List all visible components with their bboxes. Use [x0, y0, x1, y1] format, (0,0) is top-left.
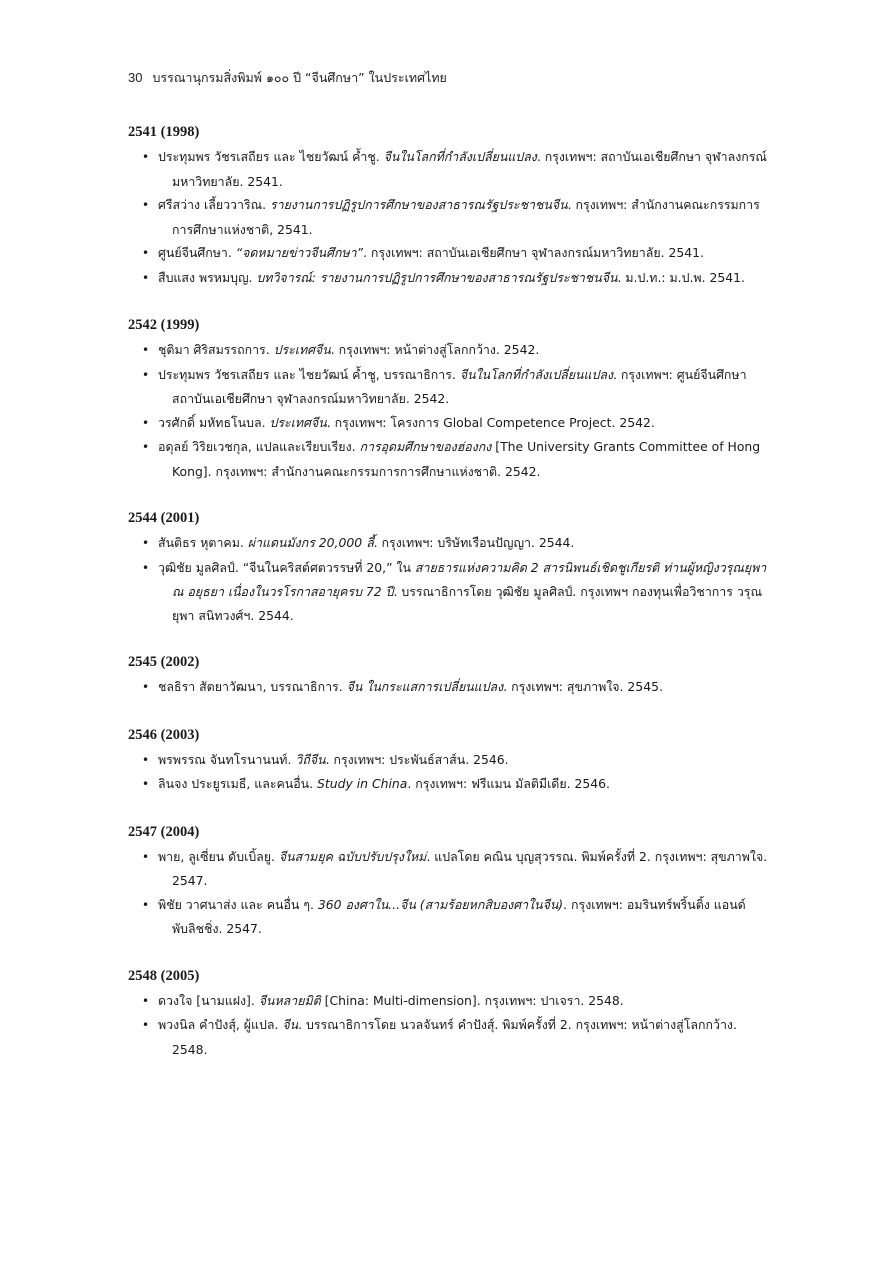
- entry-title: 360 องศาใน...จีน (สามร้อยหกสิบองศาในจีน): [317, 896, 564, 912]
- year-section: [128, 124, 768, 290]
- entry-text: วุฒิชัย มูลศิลป์. “จีนในคริสต์ศตวรรษที่ 20,” ใน: [158, 559, 415, 575]
- entry-text: . กรุงเทพฯ: สถาบันเอเชียศึกษา จุฬาลงกรณ์มหาวิทยาลัย. 2541.: [363, 245, 704, 260]
- year-section: [128, 727, 768, 797]
- entry-text: . กรุงเทพฯ: ฟรีแมน มัลติมีเดีย. 2546.: [407, 776, 610, 791]
- entry-title: จีนในโลกที่กำลังเปลี่ยนแปลง: [383, 149, 537, 164]
- year-section: [128, 654, 768, 700]
- entry-text: . บรรณาธิการโดย วุฒิชัย มูลศิลป์. กรุงเทพฯ กองทุนเพื่อวิชาการ วรุณยุพา สนิทวงศ์ฯ. 2544.: [172, 584, 762, 623]
- entry-title: จีนสามยุค ฉบับปรับปรุงใหม่: [278, 848, 427, 864]
- entry-text: อดุลย์ วิริยเวชกุล, แปลและเรียบเรียง.: [158, 439, 360, 454]
- bullet-icon: •: [142, 897, 150, 912]
- entry-text: . กรุงเทพฯ: สถาบันเอเชียศึกษา จุฬาลงกรณ์มหาวิทยาลัย. 2541.: [172, 149, 767, 189]
- entry-list: [128, 845, 768, 941]
- entry-text: . ม.ป.ท.: ม.ป.พ. 2541.: [617, 269, 745, 285]
- bullet-icon: •: [142, 415, 150, 430]
- entry-text: วรศักดิ์ มหัทธโนบล.: [158, 414, 270, 430]
- bibliography-entry: [128, 145, 768, 193]
- year-heading: 2546 (2003): [128, 726, 200, 743]
- entry-text: พรพรรณ จันทโรนานนท์.: [158, 751, 296, 767]
- year-heading: 2542 (1999): [128, 317, 200, 333]
- bibliography-entry: [128, 1013, 768, 1061]
- entry-text: . กรุงเทพฯ: หน้าต่างสู่โลกกว้าง. 2542.: [330, 342, 540, 357]
- bibliography-entry: [128, 411, 768, 436]
- bibliography-entry: [128, 772, 768, 797]
- entry-text: สืบแสง พรหมบุญ.: [158, 269, 257, 285]
- bibliography-list: [128, 124, 768, 1061]
- year-section: [128, 317, 768, 483]
- entry-title: จีน: [282, 1017, 299, 1032]
- page-number: 30: [128, 70, 143, 85]
- bibliography-entry: [128, 266, 768, 291]
- bibliography-entry: [128, 675, 768, 700]
- entry-text: ประทุมพร วัชรเสถียร และ ไชยวัฒน์ ค้ำชู.: [158, 149, 384, 164]
- entry-title: รายงานการปฏิรูปการศึกษาของสาธารณรัฐประชาชนจีน: [269, 197, 568, 212]
- entry-title: จีน ในกระแสการเปลี่ยนแปลง: [346, 679, 504, 694]
- entry-text: [The University Grants Committee of Hong Kong]. กรุงเทพฯ: สำนักงานคณะกรรมการการศึกษาแห่งชาติ. 2542.: [172, 439, 761, 479]
- bullet-icon: •: [142, 560, 150, 575]
- entry-title: ประเทศจีน: [269, 414, 327, 430]
- year-heading: 2545 (2002): [128, 654, 200, 670]
- entry-text: [China: Multi-dimension]. กรุงเทพฯ: ปาเจรา. 2548.: [320, 992, 624, 1008]
- bullet-icon: •: [142, 536, 150, 550]
- bibliography-entry: [128, 893, 768, 941]
- bibliography-entry: [128, 845, 768, 893]
- bullet-icon: •: [142, 367, 150, 382]
- entry-title: Study in China: [317, 776, 408, 791]
- year-heading: 2547 (2004): [128, 823, 200, 840]
- entry-text: . กรุงเทพฯ: บริษัทเรือนปัญญา. 2544.: [373, 535, 575, 550]
- bullet-icon: •: [142, 1018, 150, 1032]
- entry-text: พวงนิล คำปังสุ์, ผู้แปล.: [158, 1017, 283, 1032]
- entry-text: ชลธิรา สัตยาวัฒนา, บรรณาธิการ.: [158, 679, 347, 694]
- entry-text: ประทุมพร วัชรเสถียร และ ไชยวัฒน์ ค้ำชู, บรรณาธิการ.: [158, 366, 460, 382]
- bullet-icon: •: [142, 993, 150, 1008]
- entry-title: บทวิจารณ์: รายงานการปฏิรูปการศึกษาของสาธารณรัฐประชาชนจีน: [256, 269, 618, 285]
- entry-list: [128, 145, 768, 290]
- bullet-icon: •: [142, 270, 150, 285]
- bibliography-entry: [128, 748, 768, 773]
- bullet-icon: •: [142, 440, 150, 454]
- entry-title: ประเทศจีน: [273, 342, 331, 357]
- entry-text: ชุติมา ศิริสมรรถการ.: [158, 342, 274, 357]
- entry-text: พาย, ลูเซี่ยน ดับเบิ้ลยู.: [158, 848, 279, 864]
- entry-text: . กรุงเทพฯ: อมรินทร์พริ้นติ้ง แอนด์พับลิชชิ่ง. 2547.: [172, 896, 746, 936]
- bibliography-entry: [128, 989, 768, 1014]
- entry-text: พิชัย วาศนาส่ง และ คนอื่น ๆ.: [158, 896, 318, 912]
- running-header: [128, 68, 768, 88]
- bullet-icon: •: [142, 198, 150, 212]
- bibliography-entry: [128, 531, 768, 556]
- year-heading: 2548 (2005): [128, 967, 200, 984]
- bibliography-entry: [128, 363, 768, 411]
- bibliography-entry: [128, 435, 768, 483]
- bibliography-entry: [128, 556, 768, 628]
- entry-list: [128, 675, 768, 700]
- entry-text: . กรุงเทพฯ: โครงการ Global Competence Project. 2542.: [326, 414, 655, 430]
- bullet-icon: •: [142, 150, 150, 164]
- entry-title: จีนหลายมิติ: [258, 992, 321, 1008]
- entry-text: ดวงใจ [นามแฝง].: [158, 992, 259, 1008]
- entry-text: . กรุงเทพฯ: สุขภาพใจ. 2545.: [503, 679, 663, 694]
- entry-list: [128, 748, 768, 797]
- entry-text: สันติธร หุตาคม.: [158, 535, 248, 550]
- entry-title: “จดหมายข่าวจีนศึกษา”: [235, 245, 364, 260]
- year-section: [128, 968, 768, 1062]
- entry-text: ลินจง ประยูรเมธี, และคนอื่น.: [158, 776, 318, 791]
- entry-list: [128, 531, 768, 627]
- year-heading: 2544 (2001): [128, 510, 200, 526]
- entry-text: . บรรณาธิการโดย นวลจันทร์ คำปังสุ์. พิมพ์ครั้งที่ 2. กรุงเทพฯ: หน้าต่างสู่โลกกว้าง. 2548.: [172, 1017, 737, 1057]
- year-section: [128, 824, 768, 941]
- bullet-icon: •: [142, 777, 150, 791]
- bullet-icon: •: [142, 246, 150, 260]
- bibliography-entry: [128, 193, 768, 241]
- bibliography-entry: [128, 338, 768, 363]
- entry-title: จีนในโลกที่กำลังเปลี่ยนแปลง: [459, 366, 614, 382]
- bullet-icon: •: [142, 752, 150, 767]
- entry-text: . กรุงเทพฯ: สำนักงานคณะกรรมการการศึกษาแห่งชาติ, 2541.: [172, 197, 760, 237]
- entry-title: การอุดมศึกษาของฮ่องกง: [359, 439, 492, 454]
- entry-text: . กรุงเทพฯ: ประพันธ์สาส์น. 2546.: [325, 751, 509, 767]
- entry-text: . กรุงเทพฯ: ศูนย์จีนศึกษา สถาบันเอเชียศึกษา จุฬาลงกรณ์มหาวิทยาลัย. 2542.: [172, 366, 747, 406]
- year-heading: 2541 (1998): [128, 124, 200, 140]
- bullet-icon: •: [142, 343, 150, 357]
- bullet-icon: •: [142, 849, 150, 864]
- entry-text: . แปลโดย คณิน บุญสุวรรณ. พิมพ์ครั้งที่ 2. กรุงเทพฯ: สุขภาพใจ. 2547.: [172, 848, 768, 888]
- bibliography-entry: [128, 241, 768, 266]
- bullet-icon: •: [142, 680, 150, 694]
- running-title: บรรณานุกรมสิ่งพิมพ์ ๑๐๐ ปี “จีนศึกษา” ในประเทศไทย: [152, 70, 447, 85]
- entry-text: ศูนย์จีนศึกษา.: [158, 245, 236, 260]
- entry-title: ผ่าแดนมังกร 20,000 ลี้: [247, 535, 374, 550]
- entry-title: สายธารแห่งความคิด 2 สารนิพนธ์เชิดชูเกียรติ ท่านผู้หญิงวรุณยุพา ณ อยุธยา เนื่องในวรโรกาสอายุครบ 72 ปี: [172, 559, 767, 599]
- entry-list: [128, 989, 768, 1062]
- year-section: [128, 510, 768, 627]
- entry-list: [128, 338, 768, 483]
- entry-text: ศรีสว่าง เลี้ยววาริณ.: [158, 197, 270, 212]
- entry-title: วิถีจีน: [295, 751, 326, 767]
